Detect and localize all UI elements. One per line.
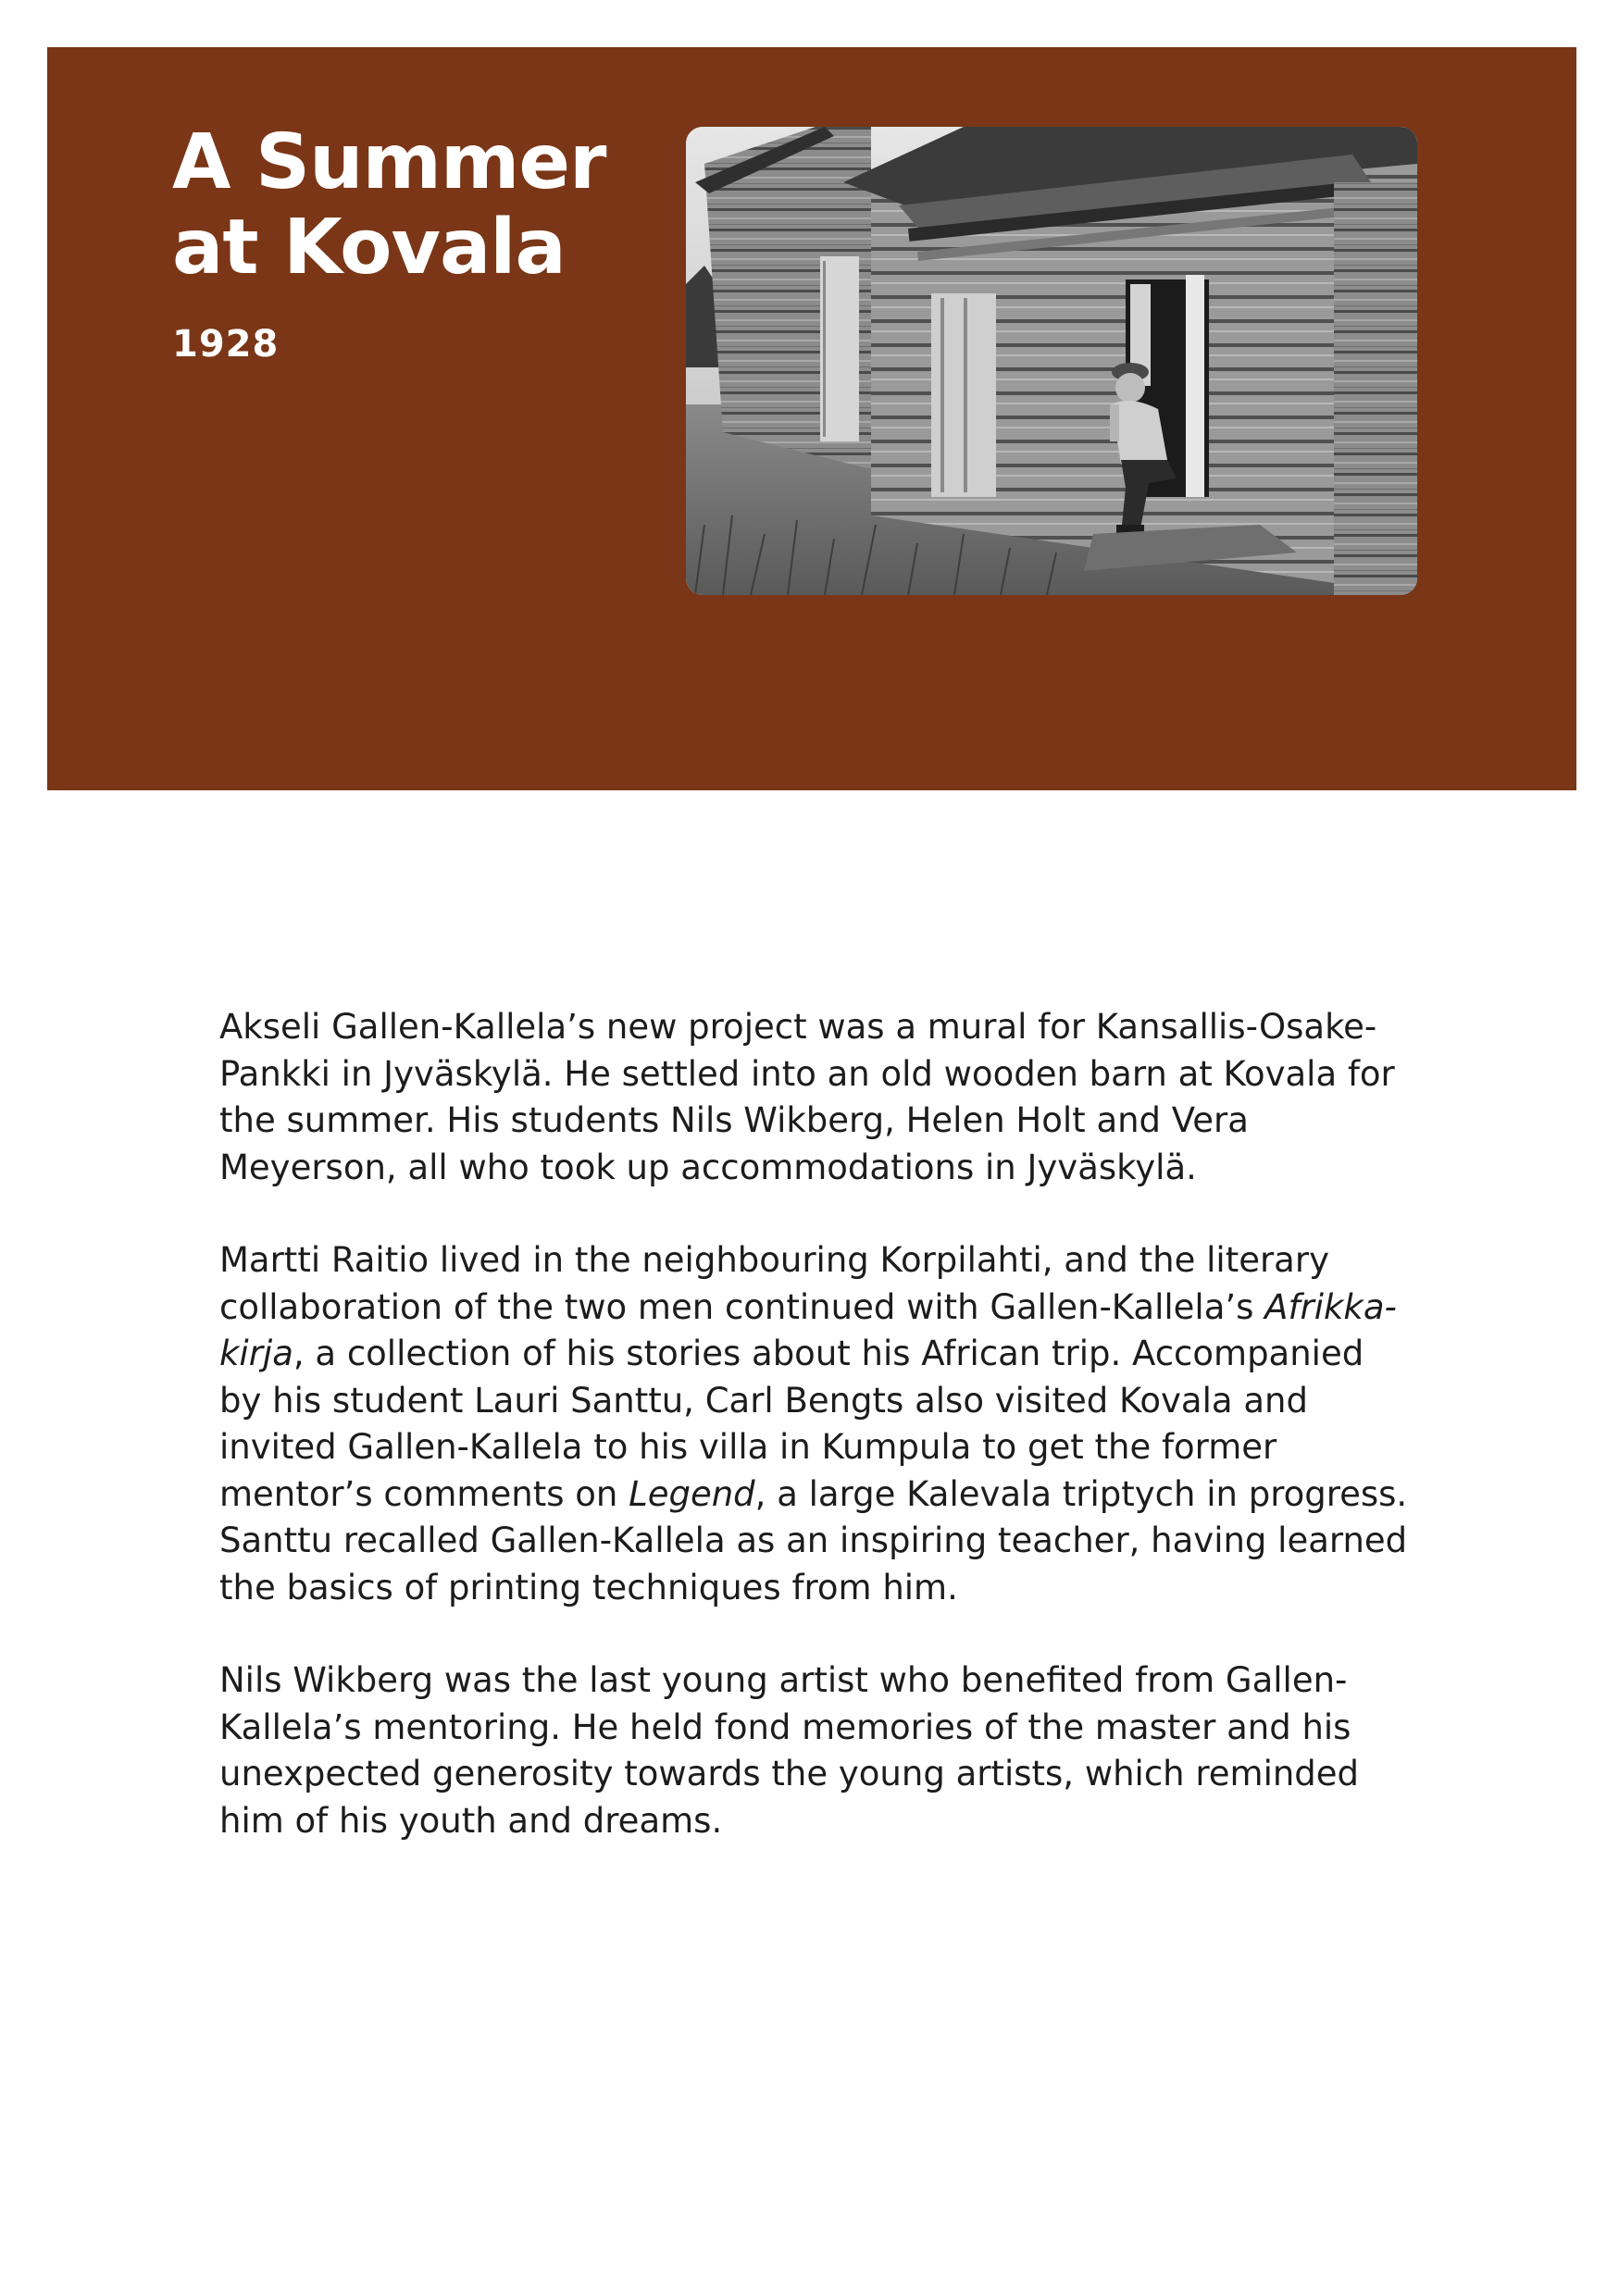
paragraph-2-part-3: , a large Kalevala triptych in progress. Santtu recalled Gallen-Kallela as an inspiring teacher, having learned the basics of printing techniques from him. [219,1473,1408,1607]
paragraph-1: Akseli Gallen-Kallela’s new project was a mural for Kansallis-Osake-Pankki in Jyväskylä. He settled into an old wooden barn at Kovala for the summer. His students Nils Wikberg, Helen Holt and Vera Meyerson, all who took up accommodations in Jyväskylä. [219,1007,1395,1187]
artwork-title-legend: Legend [629,1473,755,1514]
page-title [172,120,691,291]
historical-photo [686,127,1417,595]
book-title-afrikka-kirja: Afrikka-kirja [219,1286,1397,1373]
paragraph-2-part-2: , a collection of his stories about his African trip. Accompanied by his student Lauri Santtu, Carl Bengts also visited Kovala and invited Gallen-Kallela to his villa in Kumpula to get the former mentor’s comments on [219,1334,1364,1514]
paragraph-2 [219,1237,1414,1611]
paragraph-2-part-1: Martti Raitio lived in the neighbouring Korpilahti, and the literary collaboration of the two men continued with Gallen-Kallela’s [219,1240,1329,1327]
year-label: 1928 [172,323,280,366]
photo-barn-man-sitting-icon [686,127,1417,595]
title-line-2: at Kovala [172,204,566,292]
body-text [219,1004,1414,1891]
paragraph-3: Nils Wikberg was the last young artist who benefited from Gallen-Kallela’s mentoring. He held fond memories of the master and his unexpected generosity towards the young artists, which reminded him of his youth and dreams. [219,1660,1360,1841]
title-line-1: A Summer [172,118,606,206]
